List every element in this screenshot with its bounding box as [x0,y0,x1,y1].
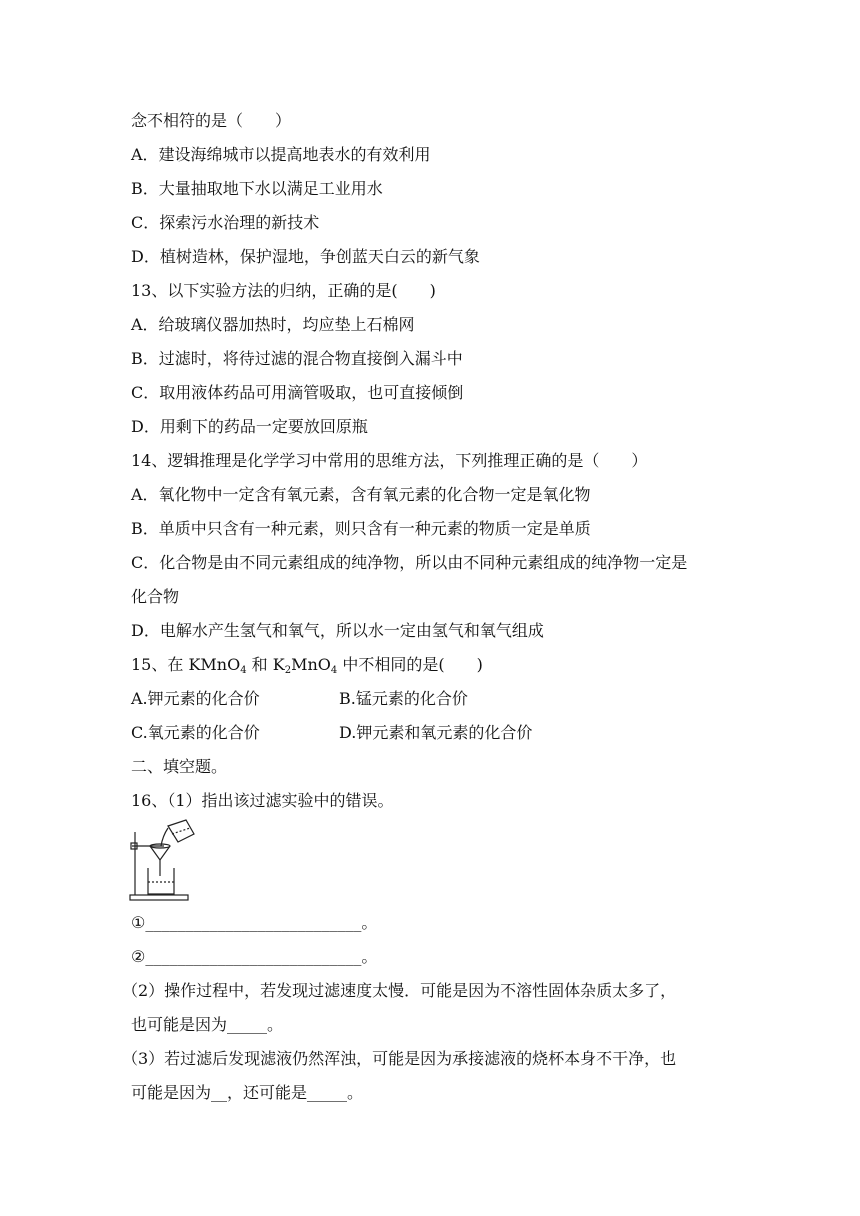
q15-stem [131,655,483,675]
q15-option-c: C.氧元素的化合价 [131,723,260,742]
filtration-apparatus-figure [128,816,200,902]
q16-blank-1: ①___________________________。 [131,913,378,932]
q16-part1: 16、（1）指出该过滤实验中的错误。 [131,791,394,810]
q14-option-c: C．化合物是由不同元素组成的纯净物，所以由不同种元素组成的纯净物一定是 [131,553,688,572]
q12-option-d: D．植树造林，保护湿地，争创蓝天白云的新气象 [131,247,480,266]
q13-option-a: A．给玻璃仪器加热时，均应垫上石棉网 [131,315,415,334]
q16-part3-line1: （3）若过滤后发现滤液仍然浑浊，可能是因为承接滤液的烧杯本身不干净，也 [122,1049,677,1068]
q15-option-a: A.钾元素的化合价 [131,689,260,708]
q14-stem: 14、逻辑推理是化学学习中常用的思维方法，下列推理正确的是（ ） [131,451,648,470]
q12-option-a: A．建设海绵城市以提高地表水的有效利用 [131,145,431,164]
q15-stem-pre: 15、在 KMnO [131,655,241,674]
q15-sub-3: 4 [330,665,338,676]
q16-part2-line2: 也可能是因为_____。 [131,1015,284,1034]
q16-blank-2: ②___________________________。 [131,947,378,966]
q15-stem-mid: 和 K [246,655,285,674]
q15-stem-post: 中不相同的是( ) [337,655,483,674]
q15-option-b: B.锰元素的化合价 [339,689,468,708]
q14-option-c-continued: 化合物 [131,587,180,606]
q12-stem-tail: 念不相符的是（ ） [131,111,292,130]
section-heading-fill-in: 二、填空题。 [131,757,228,776]
q12-option-c: C．探索污水治理的新技术 [131,213,320,232]
q14-option-a: A．氧化物中一定含有氧元素，含有氧元素的化合物一定是氧化物 [131,485,591,504]
q16-part3-line2: 可能是因为__，还可能是_____。 [131,1083,364,1102]
q13-option-c: C．取用液体药品可用滴管吸取，也可直接倾倒 [131,383,464,402]
q15-sub-2: 2 [284,665,292,676]
q14-option-b: B．单质中只含有一种元素，则只含有一种元素的物质一定是单质 [131,519,591,538]
q13-stem: 13、以下实验方法的归纳，正确的是( ) [131,281,436,300]
q13-option-b: B．过滤时，将待过滤的混合物直接倒入漏斗中 [131,349,463,368]
q13-option-d: D．用剩下的药品一定要放回原瓶 [131,417,368,436]
q15-option-d: D.钾元素和氧元素的化合价 [339,723,533,742]
q14-option-d: D．电解水产生氢气和氧气，所以水一定由氢气和氧气组成 [131,621,544,640]
q15-sub-1: 4 [240,665,247,676]
q12-option-b: B．大量抽取地下水以满足工业用水 [131,179,383,198]
q16-part2-line1: （2）操作过程中，若发现过滤速度太慢．可能是因为不溶性固体杂质太多了， [122,981,677,1000]
q15-stem-mid2: MnO [291,655,331,674]
